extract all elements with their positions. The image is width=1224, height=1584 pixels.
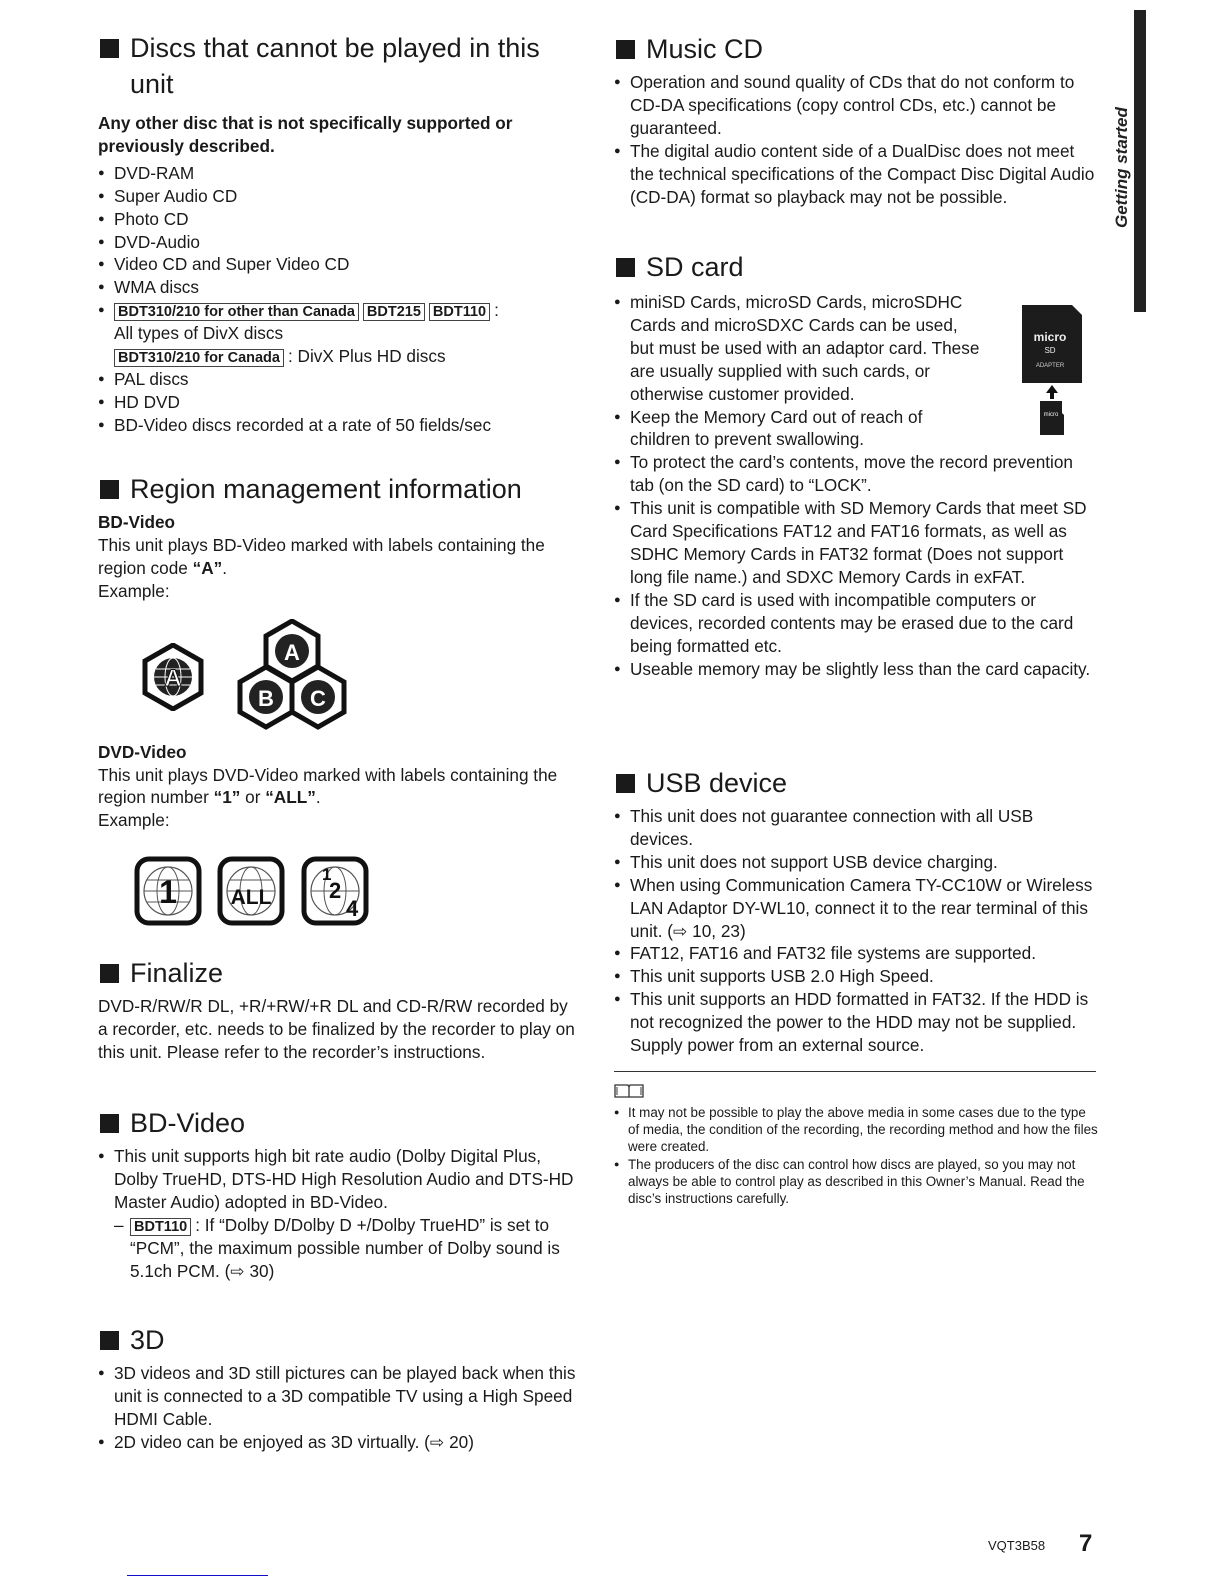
note-item: ● The producers of the disc can control how discs are played, so you may not always be able to control play as described in this Owner’s Manual. Read the disc’s instructions carefully. [614, 1156, 1098, 1208]
bd-video-sub-item: – BDT110 : If “Dolby D/Dolby D +/Dolby TrueHD” is set to “PCM”, the maximum possible number of Dolby sound is 5.1ch PCM. (⇨ 30) [114, 1214, 560, 1281]
list-item: ● This unit supports high bit rate audio (Dolby Digital Plus, Dolby TrueHD, DTS-HD High Resolution Audio and DTS-HD Master Audio) adopted in BD-Video. [98, 1145, 578, 1214]
model-tag: BDT310/210 for Canada [114, 349, 284, 367]
list-item: ● This unit is compatible with SD Memory Cards that meet SD Card Specifications FAT12 and FAT16 formats, as well as SDHC Memory Cards in FAT32 format (Does not support long file name.) and SDXC Memory Cards in exFAT. [614, 497, 1098, 589]
svg-text:2: 2 [329, 878, 342, 904]
bd-video-list [98, 1145, 578, 1214]
section-music-cd [614, 31, 1098, 208]
list-item: ● BD-Video discs recorded at a rate of 50 fields/sec [98, 414, 578, 437]
square-bullet-icon [616, 774, 635, 793]
svg-text:C: C [310, 685, 326, 711]
list-item: ● FAT12, FAT16 and FAT32 file systems are supported. [614, 942, 1098, 965]
book-icon [614, 1084, 644, 1098]
list-item: ● Useable memory may be slightly less than the card capacity. [614, 658, 1098, 681]
svg-text:1: 1 [322, 865, 332, 885]
square-bullet-icon [100, 1114, 119, 1133]
list-item: ● WMA discs [98, 276, 578, 299]
sd-card-list [614, 451, 1098, 680]
list-item: ● Keep the Memory Card out of reach of children to prevent swallowing. [614, 406, 984, 452]
region-a-icon [142, 643, 204, 711]
dvd-text: This unit plays DVD-Video marked with labels containing the region number “1” or “ALL”. [98, 764, 558, 808]
3d-list [98, 1362, 578, 1454]
svg-text:4: 4 [346, 896, 359, 922]
side-tab-label: Getting started [1112, 107, 1131, 228]
svg-text:SD: SD [1044, 346, 1056, 355]
section-region [98, 471, 578, 922]
model-tag: BDT215 [363, 303, 425, 321]
section-notes [614, 1104, 1098, 1207]
link-underline [127, 1575, 268, 1576]
model-tag: BDT110 [130, 1218, 191, 1236]
section-3d [98, 1322, 578, 1454]
list-item: ● This unit supports an HDD formatted in FAT32. If the HDD is not recognized the power to the HDD may not be supplied. Supply power from an external source. [614, 988, 1098, 1057]
microsd-adapter-image [1020, 303, 1084, 437]
section-title: Finalize [98, 955, 578, 991]
list-item: ● This unit does not support USB device charging. [614, 851, 1098, 874]
list-item: ● DVD-Audio [98, 231, 578, 254]
notes-divider [614, 1071, 1096, 1072]
list-item: ● DVD-RAM [98, 162, 578, 185]
list-item-divx: ● BDT310/210 for other than Canada BDT215 BDT110 : All types of DivX discs BDT310/210 for Canada : DivX Plus HD discs [98, 299, 578, 368]
region-124-icon [304, 859, 366, 923]
section-title: Region management information [98, 471, 578, 507]
note-item: ● It may not be possible to play the above media in some cases due to the type of media, the condition of the recording, the recording method and how the files were created. [614, 1104, 1098, 1156]
svg-text:micro: micro [1043, 412, 1059, 418]
music-cd-list [614, 71, 1098, 208]
square-bullet-icon [100, 480, 119, 499]
section-sd-card [614, 249, 1098, 680]
section-discs-not-playable [98, 30, 578, 437]
section-title: 3D [98, 1322, 578, 1358]
model-tag: BDT110 [429, 303, 490, 321]
square-bullet-icon [100, 39, 119, 58]
bd-region-icons [98, 609, 578, 739]
list-item: ● Operation and sound quality of CDs that do not conform to CD-DA specifications (copy control CDs, etc.) cannot be guaranteed. [614, 71, 1098, 140]
model-tag: BDT310/210 for other than Canada [114, 303, 359, 321]
bd-example-label: Example: [98, 580, 170, 601]
dvd-region-icons [98, 838, 578, 922]
list-item: ● HD DVD [98, 391, 578, 414]
svg-text:A: A [284, 639, 300, 665]
list-item: ● This unit supports USB 2.0 High Speed. [614, 965, 1098, 988]
square-bullet-icon [100, 1331, 119, 1350]
list-item: ● When using Communication Camera TY-CC10W or Wireless LAN Adaptor DY-WL10, connect it to the rear terminal of this unit. (⇨ 10, 23) [614, 874, 1098, 943]
svg-text:ALL: ALL [230, 886, 272, 910]
dvd-example-label: Example: [98, 810, 170, 831]
list-item: ● miniSD Cards, microSD Cards, microSDHC Cards and microSDXC Cards can be used, but must be used with an adaptor card. These are usually supplied with such cards, or otherwise customer provided. [614, 291, 984, 406]
svg-text:1: 1 [159, 874, 177, 911]
list-item: ● Video CD and Super Video CD [98, 253, 578, 276]
section-bd-video [98, 1105, 578, 1282]
square-bullet-icon [616, 40, 635, 59]
section-title: BD-Video [98, 1105, 578, 1141]
document-code: VQT3B58 [988, 1538, 1046, 1553]
section-finalize [98, 955, 578, 1064]
svg-text:A: A [164, 664, 182, 692]
list-item: ● Photo CD [98, 208, 578, 231]
list-item: ● Super Audio CD [98, 185, 578, 208]
divx-plus-text: : DivX Plus HD discs [287, 346, 446, 367]
bd-heading: BD-Video [98, 512, 176, 532]
side-tab-bar [1134, 10, 1146, 312]
svg-text:B: B [258, 685, 274, 711]
divx-text: All types of DivX discs [114, 323, 284, 344]
dvd-region-icons-svg [134, 856, 374, 928]
usb-list [614, 805, 1098, 1057]
intro-text: Any other disc that is not specifically supported or previously described. [98, 113, 513, 156]
finalize-text: DVD-R/RW/R DL, +R/+RW/+R DL and CD-R/RW recorded by a recorder, etc. needs to be finalized by the recorder to play on this unit. Please refer to the recorder’s instructions. [98, 996, 575, 1062]
bd-text: This unit plays BD-Video marked with labels containing the region code “A”. [98, 534, 545, 578]
list-item: ● 3D videos and 3D still pictures can be played back when this unit is connected to a 3D compatible TV using a High Speed HDMI Cable. [98, 1362, 578, 1431]
section-title: Discs that cannot be played in this unit [98, 30, 578, 102]
dvd-heading: DVD-Video [98, 741, 187, 762]
list-item: ● 2D video can be enjoyed as 3D virtually. (⇨ 20) [98, 1431, 578, 1454]
list-item: ● To protect the card’s contents, move the record prevention tab (on the SD card) to “LOCK”. [614, 451, 1098, 497]
list-item: ● PAL discs [98, 368, 578, 391]
section-title: Music CD [614, 31, 1098, 67]
svg-text:micro: micro [1033, 330, 1067, 344]
disc-list [98, 162, 578, 437]
list-item: ● This unit does not guarantee connection with all USB devices. [614, 805, 1098, 851]
section-usb [614, 765, 1098, 1057]
list-item: ● If the SD card is used with incompatible computers or devices, recorded contents may be erased due to the card being formatted etc. [614, 589, 1098, 658]
page-number: 7 [1079, 1530, 1093, 1557]
region-all-icon [220, 859, 282, 923]
square-bullet-icon [616, 258, 635, 277]
region-1-icon [137, 859, 199, 923]
notes-list [614, 1104, 1098, 1207]
section-title: USB device [614, 765, 1098, 801]
sd-card-list-narrow [614, 291, 984, 451]
svg-text:ADAPTER: ADAPTER [1035, 363, 1065, 369]
list-item: ● The digital audio content side of a DualDisc does not meet the technical specifications of the Compact Disc Digital Audio (CD-DA) format so playback may not be possible. [614, 140, 1098, 209]
section-title: SD card [614, 249, 1098, 285]
region-abc-icon [236, 619, 348, 731]
square-bullet-icon [100, 964, 119, 983]
